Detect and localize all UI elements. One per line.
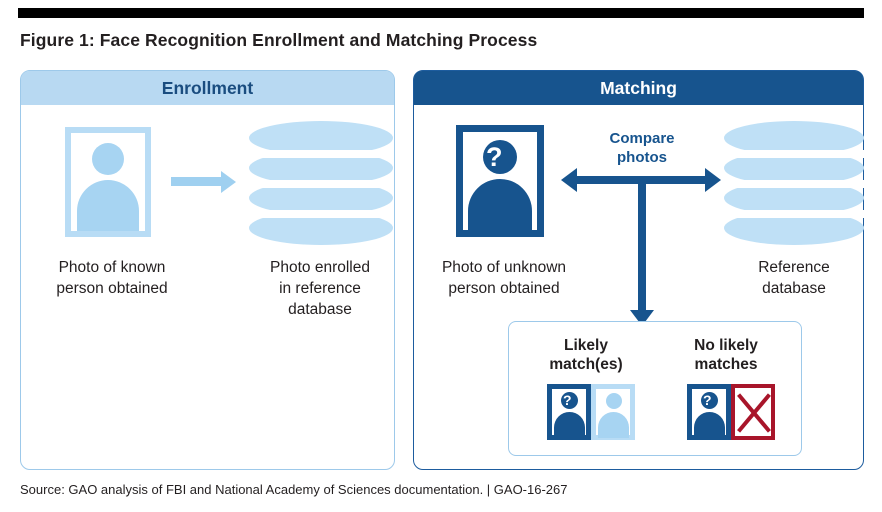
enrollment-panel xyxy=(20,70,395,470)
results-box xyxy=(508,321,802,456)
person-silhouette xyxy=(463,132,537,230)
known-person-photo-icon xyxy=(591,384,635,440)
page-title: Figure 1: Face Recognition Enrollment and Matching Process xyxy=(20,30,538,50)
known-person-photo-icon xyxy=(65,127,151,237)
person-silhouette xyxy=(71,133,145,231)
matching-header: Matching xyxy=(414,71,863,105)
enrollment-database-caption-line3: database xyxy=(288,301,352,318)
diagram-body xyxy=(20,70,864,472)
unknown-person-photo-icon xyxy=(687,384,731,440)
enrollment-photo-caption-line2: person obtained xyxy=(56,280,168,297)
person-silhouette xyxy=(692,389,726,435)
source-note: Source: GAO analysis of FBI and National Academy of Sciences documentation. | GAO-16-267 xyxy=(20,482,568,497)
compare-photos-line1: Compare xyxy=(609,130,675,147)
matching-database-caption-line1: Reference xyxy=(758,259,830,276)
enrollment-database-caption xyxy=(235,257,405,320)
person-silhouette xyxy=(596,389,630,435)
matching-photo-caption xyxy=(420,257,588,299)
unknown-person-photo-icon xyxy=(547,384,591,440)
question-mark-glyph: ? xyxy=(486,142,503,172)
compare-photos-line2: photos xyxy=(617,149,667,166)
compare-photos-label xyxy=(577,129,707,167)
enrollment-database-caption-line1: Photo enrolled xyxy=(270,259,370,276)
matching-database-caption xyxy=(714,257,874,299)
red-x-no-match-icon xyxy=(731,384,775,440)
likely-match-label xyxy=(521,336,651,374)
enrollment-database-caption-line2: in reference xyxy=(279,280,361,297)
question-mark-glyph: ? xyxy=(703,392,712,408)
database-cylinder-icon xyxy=(724,121,864,245)
likely-match-line1: Likely xyxy=(564,337,608,354)
enrollment-header: Enrollment xyxy=(21,71,394,105)
no-likely-match-line2: matches xyxy=(694,356,758,373)
person-silhouette xyxy=(552,389,586,435)
matching-panel xyxy=(413,70,864,470)
unknown-person-photo-icon xyxy=(456,125,544,237)
no-likely-match-label xyxy=(661,336,791,374)
enrollment-photo-caption xyxy=(31,257,193,299)
matching-photo-caption-line1: Photo of unknown xyxy=(441,259,567,276)
top-rule xyxy=(18,8,864,18)
question-mark-glyph: ? xyxy=(563,392,572,408)
database-cylinder-icon xyxy=(249,121,393,245)
matching-photo-caption-line2: person obtained xyxy=(448,280,560,297)
no-likely-match-line1: No likely xyxy=(694,337,758,354)
enrollment-photo-caption-line1: Photo of known xyxy=(58,259,166,276)
likely-match-line2: match(es) xyxy=(549,356,623,373)
matching-database-caption-line2: database xyxy=(762,280,826,297)
